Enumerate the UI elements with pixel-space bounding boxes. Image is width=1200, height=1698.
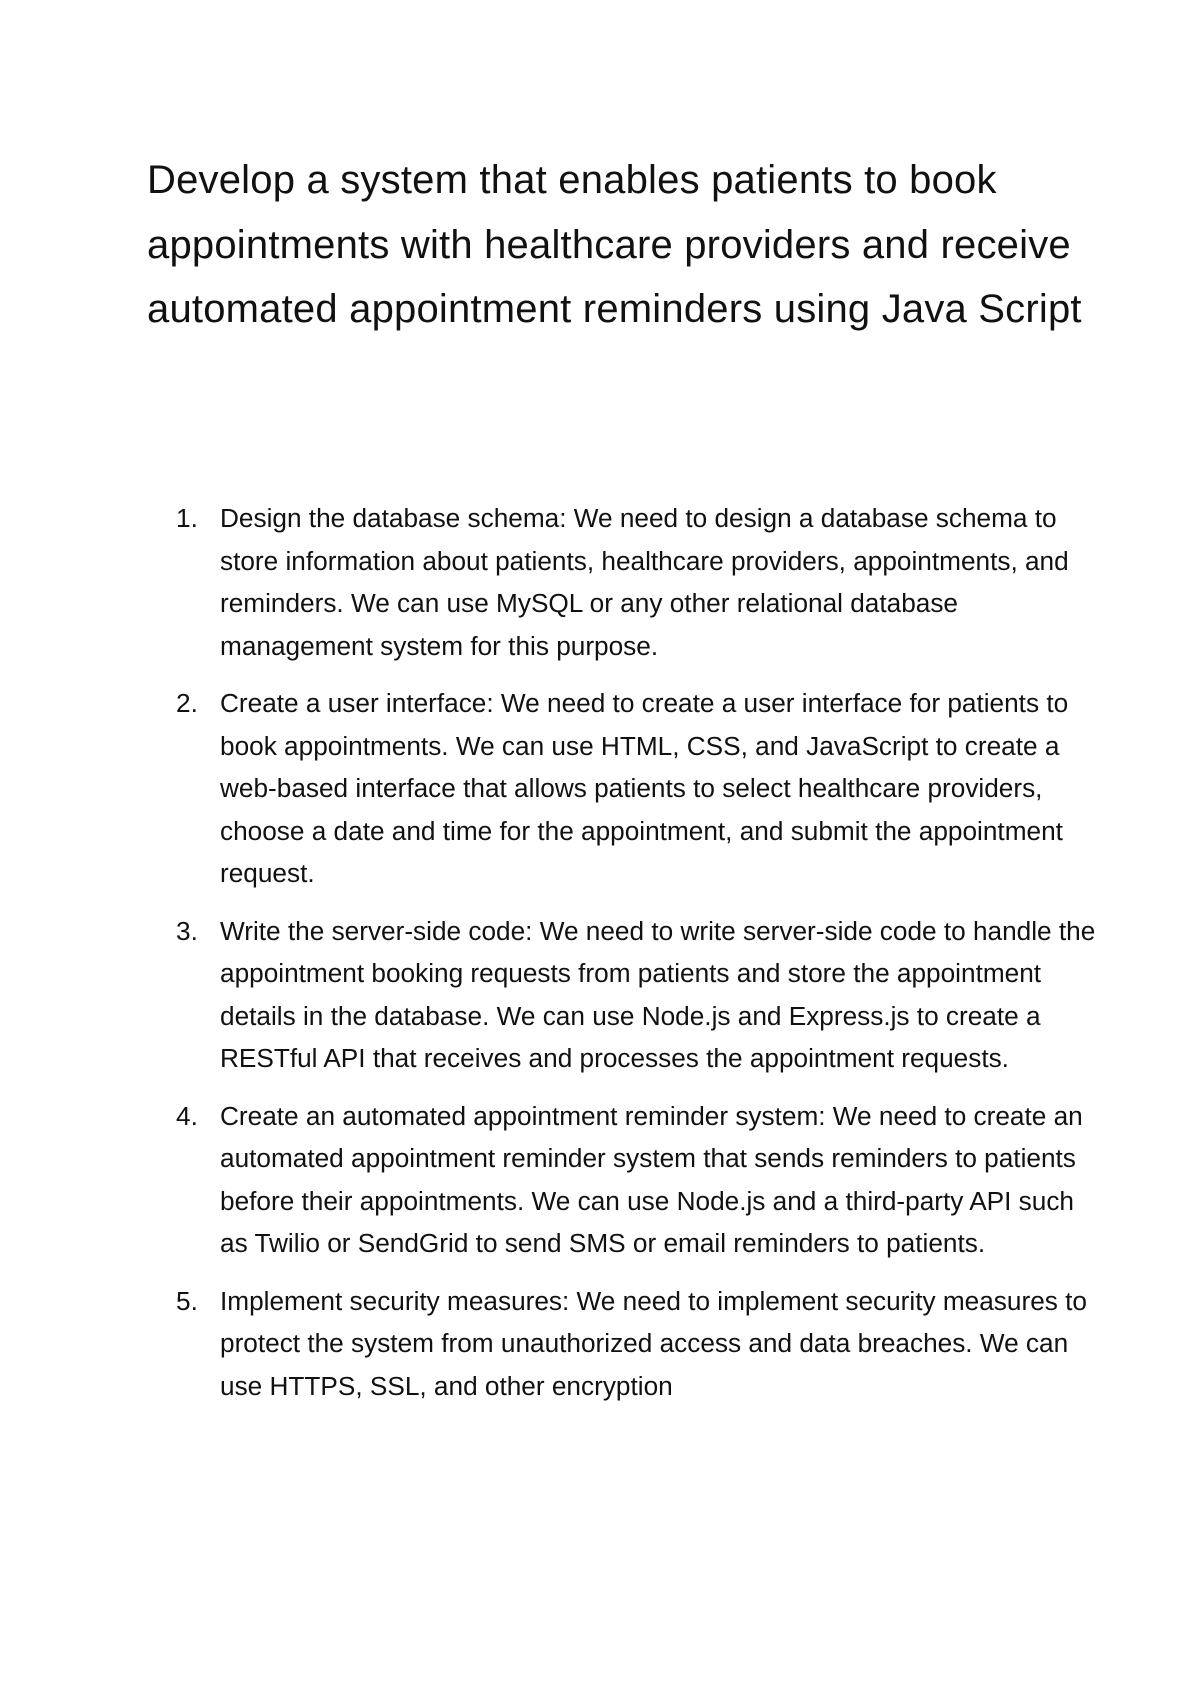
step-number: 4. <box>176 1100 198 1131</box>
step-item-3 <box>176 910 1100 1080</box>
step-text: Write the server-side code: We need to write server-side code to handle the appointment booking requests from patients and store the appointment details in the database. We can use Node.js and Express.js to create a RESTful API that receives and processes the appointment requests. <box>220 915 1096 1073</box>
step-number: 1. <box>176 503 198 533</box>
step-number: 3. <box>176 915 198 946</box>
step-text: Implement security measures: We need to implement security measures to protect the system from unauthorized access and data breaches. We can use HTTPS, SSL, and other encryption <box>220 1285 1087 1401</box>
step-item-1 <box>176 497 1100 667</box>
step-number: 5. <box>176 1285 198 1316</box>
step-text: Create an automated appointment reminder system: We need to create an automated appointment reminder system that sends reminders to patients before their appointments. We can use Node.js and a third-party API such as Twilio or SendGrid to send SMS or email reminders to patients. <box>220 1100 1083 1258</box>
step-item-4 <box>176 1095 1100 1265</box>
step-number: 2. <box>176 688 198 718</box>
step-item-2 <box>176 682 1100 895</box>
step-item-5 <box>176 1280 1100 1408</box>
steps-list <box>176 497 1100 1422</box>
step-text: Design the database schema: We need to design a database schema to store information about patients, healthcare providers, appointments, and reminders. We can use MySQL or any other relational database management system for this purpose. <box>220 503 1069 661</box>
step-text: Create a user interface: We need to create a user interface for patients to book appointments. We can use HTML, CSS, and JavaScript to create a web-based interface that allows patients to select healthcare providers, choose a date and time for the appointment, and submit the appointment request. <box>220 688 1069 888</box>
document-title: Develop a system that enables patients to book appointments with healthcare providers and receive automated appointment reminders using Java Script <box>147 158 1082 331</box>
